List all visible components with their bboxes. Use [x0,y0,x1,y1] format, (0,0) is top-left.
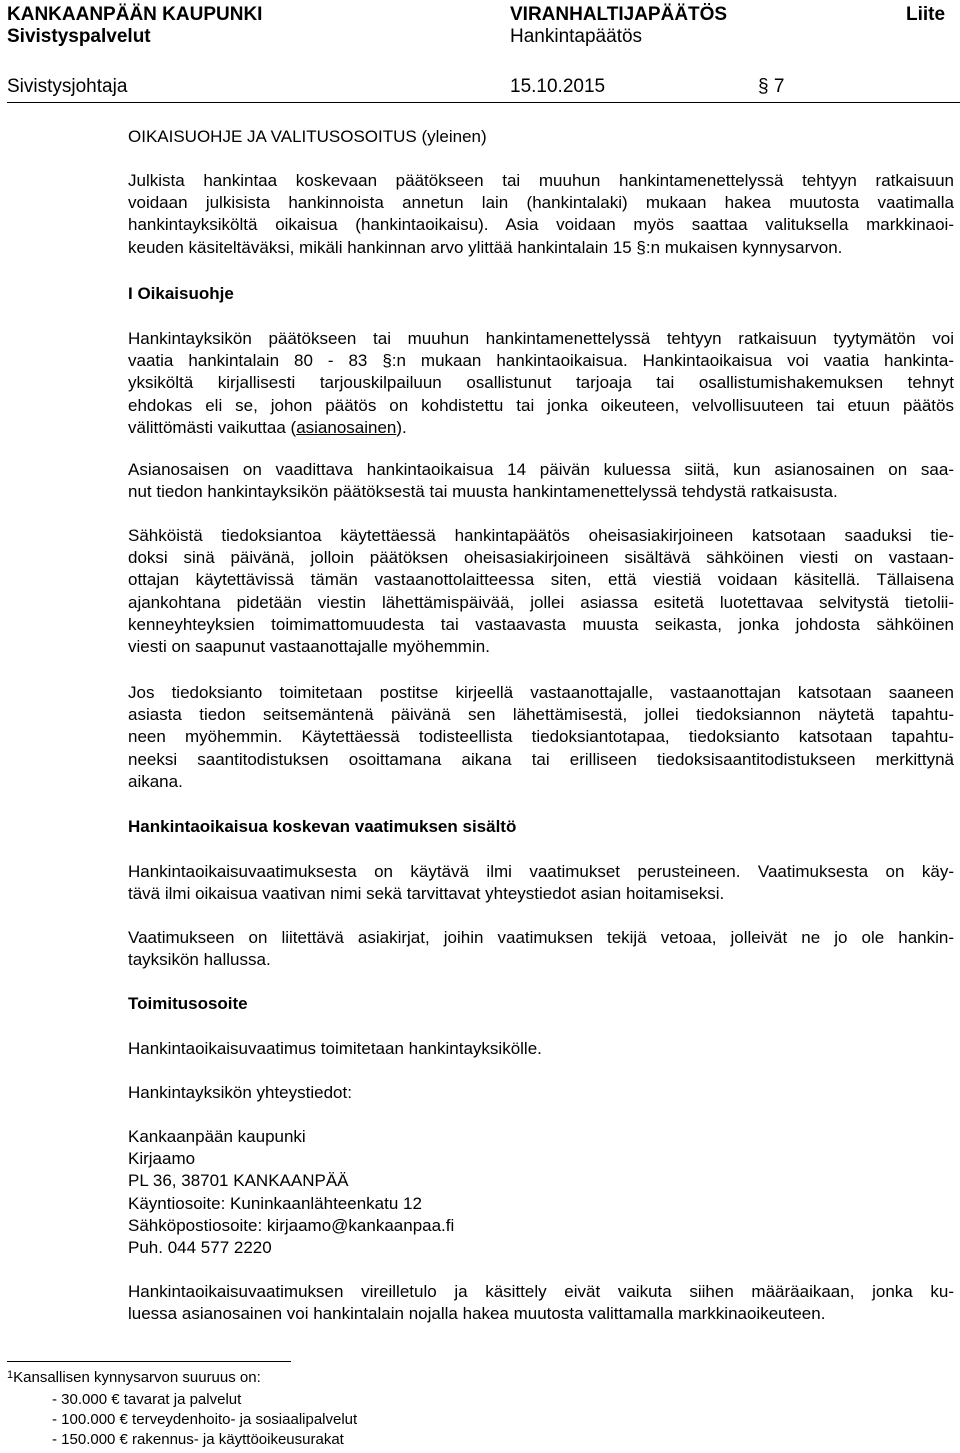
text-line: ehdokas eli se, johon päätös on kohdistettu tai jonka oikeuteen, velvollisuuteen tai etuun päätös [128,395,954,415]
paragraph [128,328,954,439]
footnote [7,1368,261,1388]
text-line: Asianosaisen on vaadittava hankintaoikaisua 14 päivän kuluessa siitä, kun asianosainen on saa- [128,460,954,479]
footnote-item: - 150.000 € rakennus- ja käyttöoikeusurakat [52,1431,344,1448]
text-line: Jos tiedoksianto toimitetaan postitse kirjeellä vastaanottajalle, vastaanottajan katsotaan saaneen [128,683,954,702]
contact-line: Puh. 044 577 2220 [128,1238,272,1258]
text-line: hankintayksiköltä oikaisua (hankintaoikaisu). Asia voidaan myös saattaa valituksella markkinaoi- [128,215,954,235]
decision-date: 15.10.2015 [510,76,606,97]
footnote-item: - 30.000 € tavarat ja palvelut [52,1391,242,1408]
doc-type: VIRANHALTIJAPÄÄTÖS [510,4,728,25]
official-title: Sivistysjohtaja [7,76,128,97]
text-line: Vaatimukseen on liitettävä asiakirjat, joihin vaatimuksen tekijä vetoaa, jolleivät ne jo ole hankin- [128,928,954,947]
footnote-title: $^1$Kansallisen kynnysarvon suuruus on: [7,1369,261,1386]
header-divider [7,102,960,103]
paragraph [128,927,954,971]
text-line: ajankohtana pidetään viestin lähettämispäivää, jollei asiassa esitetä luotettavaa selvitystä tietolii- [128,592,954,612]
footnote-marker: 1 [7,1369,14,1381]
org-name: KANKAANPÄÄN KAUPUNKI [7,4,263,25]
text-line: kenneyhteyksien toimimattomuudesta tai vastaavasta muusta seikasta, jonka johdosta sähköinen [128,614,954,634]
text-line: Hankintayksikön päätökseen tai muuhun hankintamenettelyssä tehtyyn ratkaisuun tyytymätön voi [128,329,954,348]
contact-line: Käyntiosoite: Kuninkaanlähteenkatu 12 [128,1193,422,1213]
paragraph [128,459,954,503]
doc-subtype: Hankintapäätös [510,26,643,47]
contact-line: Kankaanpään kaupunki [128,1127,306,1146]
text-line: keuden käsiteltäväksi, mikäli hankinnan arvo ylittää hankintalain 15 §:n mukaisen kynnysarvon. [128,237,843,257]
text-line: yksiköltä kirjallisesti tarjouskilpailuun osallistunut tarjoaja tai osallistumishakemuksen tehnyt [128,373,954,393]
text-line: Hankintaoikaisuvaatimuksen vireilletulo ja käsittely eivät vaikuta siihen määräaikaan, jonka ku- [128,1282,954,1301]
contact-line: PL 36, 38701 KANKAANPÄÄ [128,1171,349,1191]
text-line: välittömästi vaikuttaa (asianosainen). [128,417,407,437]
footnote-list [52,1390,357,1450]
contact-line: Sähköpostiosoite: kirjaamo@kankaanpaa.fi [128,1215,455,1235]
section-heading: Hankintaoikaisua koskevan vaatimuksen sisältö [128,817,517,836]
footnote-divider [7,1361,291,1362]
text-line: ottajan käytettävissä tämän vastaanottolaitteessa siten, että viestiä voidaan käsitellä. Tällaisena [128,570,954,590]
paragraph: Hankintaoikaisuvaatimus toimitetaan hankintayksikölle. [128,1039,542,1058]
text-line: asiasta tiedon seitsemäntenä päivänä sen lähettämisestä, jollei tiedoksiannon näytetä tapahtu- [128,705,954,725]
footnote-item: - 100.000 € terveydenhoito- ja sosiaalipalvelut [52,1411,358,1428]
text-line: vaatia hankintalain 80 - 83 §:n mukaan hankintaoikaisua. Hankintaoikaisua voi vaatia hankinta- [128,351,954,371]
intro-paragraph [128,170,954,259]
section-number: § 7 [758,76,785,97]
department: Sivistyspalvelut [7,26,151,47]
text-line: nut tiedon hankintayksikön päätöksestä tai muusta hankintamenettelyssä tehdystä ratkaisusta. [128,482,838,502]
paragraph [128,1281,954,1325]
paragraph [128,682,954,793]
underlined-term: asianosainen [296,417,397,437]
text-line: aikana. [128,771,183,791]
text-line: doksi sinä päivänä, jolloin päätöksen oheisasiakirjoineen sisältävä sähköinen viesti on vastaan- [128,548,954,568]
text-line: neeksi saantitodistuksen osoittamana aikana tai erilliseen tiedoksisaantitodistukseen merkittynä [128,749,954,769]
contact-block [128,1126,954,1259]
attachment-label: Liite [906,4,946,25]
contact-line: Kirjaamo [128,1149,196,1169]
text-line: neen myöhemmin. Käytettäessä todisteellista tiedoksiantotapaa, tiedoksianto katsotaan tapahtu- [128,727,954,747]
document-title: OIKAISUOHJE JA VALITUSOSOITUS (yleinen) [128,127,487,146]
section-heading: I Oikaisuohje [128,284,234,303]
text-line: Hankintaoikaisuvaatimuksesta on käytävä ilmi vaatimukset perusteineen. Vaatimuksesta on käy- [128,862,954,881]
paragraph [128,861,954,905]
text-line: voidaan julkisista hankinnoista annetun lain (hankintalaki) mukaan hakea muutosta vaatimalla [128,193,954,213]
text-line: viesti on saapunut vastaanottajalle myöhemmin. [128,637,490,657]
text-line: tayksikön hallussa. [128,950,271,970]
text-line: Sähköistä tiedoksiantoa käytettäessä hankintapäätös oheisasiakirjoineen katsotaan saaduksi tie- [128,526,954,545]
section-heading: Toimitusosoite [128,994,248,1013]
contacts-label: Hankintayksikön yhteystiedot: [128,1083,352,1102]
text-line: tävä ilmi oikaisua vaativan nimi sekä tarvittavat yhteystiedot asian hoitamiseksi. [128,884,725,904]
text-line: luessa asianosainen voi hankintalain nojalla hakea muutosta valittamalla markkinaoikeuteen. [128,1304,826,1324]
text-line: Julkista hankintaa koskevaan päätökseen tai muuhun hankintamenettelyssä tehtyyn ratkaisuun [128,171,954,190]
paragraph [128,525,954,658]
